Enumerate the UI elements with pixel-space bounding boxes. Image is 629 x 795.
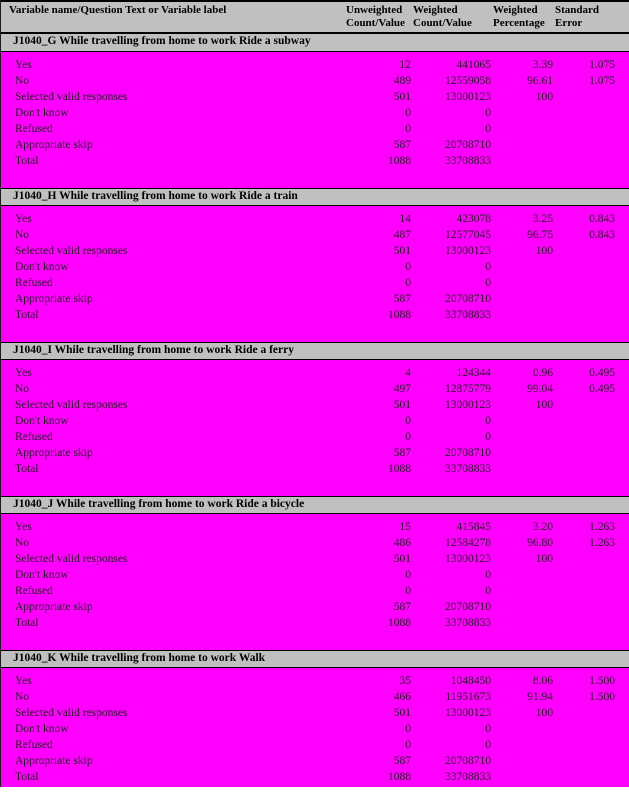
table-row xyxy=(1,105,629,121)
unweighted-count: 0 xyxy=(405,585,411,598)
variable-section xyxy=(1,650,629,785)
weighted-count: 423078 xyxy=(456,212,491,225)
row-label: Refused xyxy=(15,122,53,135)
table-row xyxy=(1,705,629,721)
row-label: Yes xyxy=(15,212,32,225)
table-row xyxy=(1,291,629,307)
column-header-percentage xyxy=(493,4,555,29)
row-label: Don't know xyxy=(15,723,69,736)
unweighted-count: 587 xyxy=(393,755,411,768)
unweighted-count: 0 xyxy=(405,414,411,427)
table-row xyxy=(1,753,629,769)
table-row xyxy=(1,89,629,105)
column-header-weighted-line2: Count/Value xyxy=(413,16,472,29)
weighted-count: 124344 xyxy=(456,366,491,379)
table-row xyxy=(1,615,629,631)
table-row xyxy=(1,153,629,169)
unweighted-count: 501 xyxy=(393,707,411,720)
table-row xyxy=(1,259,629,275)
weighted-count: 20708710 xyxy=(445,138,491,151)
weighted-percentage: 8.06 xyxy=(532,675,553,688)
weighted-count: 415845 xyxy=(456,521,491,534)
column-header-unweighted-line1: Unweighted xyxy=(346,4,403,16)
variable-section xyxy=(1,342,629,477)
weighted-percentage: 3.25 xyxy=(532,212,553,225)
weighted-percentage: 100 xyxy=(535,707,553,720)
row-label: Don't know xyxy=(15,260,69,273)
weighted-count: 13000123 xyxy=(445,707,491,720)
row-label: Refused xyxy=(15,430,53,443)
weighted-count: 20708710 xyxy=(445,446,491,459)
weighted-percentage: 96.75 xyxy=(527,228,553,241)
unweighted-count: 1088 xyxy=(388,308,411,321)
standard-error: 1.500 xyxy=(589,675,615,688)
column-header-stderror-line2: Error xyxy=(555,16,583,29)
table-row xyxy=(1,211,629,227)
section-header xyxy=(1,33,629,51)
weighted-count: 13000123 xyxy=(445,90,491,103)
section-header xyxy=(1,188,629,206)
table-row xyxy=(1,737,629,753)
weighted-count: 12559058 xyxy=(445,74,491,87)
unweighted-count: 1088 xyxy=(388,771,411,784)
table-row xyxy=(1,599,629,615)
weighted-count: 20708710 xyxy=(445,601,491,614)
table-row xyxy=(1,73,629,89)
unweighted-count: 501 xyxy=(393,244,411,257)
weighted-count: 0 xyxy=(485,260,491,273)
weighted-percentage: 100 xyxy=(535,398,553,411)
row-label: No xyxy=(15,382,30,395)
table-row xyxy=(1,57,629,73)
row-label: Yes xyxy=(15,675,32,688)
variable-section xyxy=(1,188,629,323)
standard-error: 0.495 xyxy=(589,366,615,379)
standard-error: 1.500 xyxy=(589,691,615,704)
row-label: No xyxy=(15,74,30,87)
row-label: Don't know xyxy=(15,569,69,582)
weighted-count: 13000123 xyxy=(445,553,491,566)
table-header-row xyxy=(1,0,629,33)
standard-error: 0.843 xyxy=(589,228,615,241)
weighted-percentage: 100 xyxy=(535,553,553,566)
table-row xyxy=(1,461,629,477)
weighted-count: 33708833 xyxy=(445,462,491,475)
table-row xyxy=(1,567,629,583)
section-rows xyxy=(1,360,629,477)
row-label: Appropriate skip xyxy=(15,292,93,305)
unweighted-count: 14 xyxy=(399,212,411,225)
weighted-percentage: 96.61 xyxy=(527,74,553,87)
unweighted-count: 587 xyxy=(393,446,411,459)
row-label: Yes xyxy=(15,58,32,71)
table-row xyxy=(1,381,629,397)
weighted-count: 12577045 xyxy=(445,228,491,241)
table-row xyxy=(1,445,629,461)
row-label: Refused xyxy=(15,739,53,752)
row-label: Selected valid responses xyxy=(15,90,128,103)
table-row xyxy=(1,689,629,705)
table-row xyxy=(1,307,629,323)
unweighted-count: 489 xyxy=(393,74,411,87)
unweighted-count: 1088 xyxy=(388,462,411,475)
weighted-percentage: 100 xyxy=(535,244,553,257)
row-label: No xyxy=(15,228,30,241)
unweighted-count: 587 xyxy=(393,601,411,614)
variable-section xyxy=(1,496,629,631)
column-header-stderror xyxy=(555,4,617,29)
weighted-percentage: 0.96 xyxy=(532,366,553,379)
row-label: Selected valid responses xyxy=(15,707,128,720)
table-row xyxy=(1,121,629,137)
weighted-count: 33708833 xyxy=(445,771,491,784)
unweighted-count: 0 xyxy=(405,122,411,135)
weighted-count: 0 xyxy=(485,585,491,598)
weighted-count: 0 xyxy=(485,723,491,736)
unweighted-count: 0 xyxy=(405,106,411,119)
weighted-count: 0 xyxy=(485,414,491,427)
table-row xyxy=(1,769,629,785)
section-title: J1040_G While travelling from home to work Ride a subway xyxy=(13,35,311,48)
unweighted-count: 0 xyxy=(405,276,411,289)
weighted-percentage: 100 xyxy=(535,90,553,103)
unweighted-count: 0 xyxy=(405,723,411,736)
standard-error: 0.495 xyxy=(589,382,615,395)
unweighted-count: 501 xyxy=(393,398,411,411)
section-header xyxy=(1,342,629,360)
row-label: Appropriate skip xyxy=(15,601,93,614)
section-title: J1040_I While travelling from home to work Ride a ferry xyxy=(13,343,294,356)
weighted-percentage: 91.94 xyxy=(527,691,553,704)
column-header-variable-label: Variable name/Question Text or Variable label xyxy=(9,4,227,16)
section-rows xyxy=(1,668,629,785)
unweighted-count: 0 xyxy=(405,260,411,273)
table-row xyxy=(1,673,629,689)
weighted-percentage: 96.80 xyxy=(527,537,553,550)
row-label: Yes xyxy=(15,521,32,534)
column-header-weighted-line1: Weighted xyxy=(413,4,458,16)
row-label: Total xyxy=(15,308,39,321)
table-row xyxy=(1,583,629,599)
row-label: Appropriate skip xyxy=(15,446,93,459)
section-rows xyxy=(1,52,629,169)
weighted-count: 441065 xyxy=(456,58,491,71)
unweighted-count: 1088 xyxy=(388,154,411,167)
weighted-count: 11951673 xyxy=(445,691,491,704)
section-title: J1040_K While travelling from home to work Walk xyxy=(13,652,266,665)
unweighted-count: 497 xyxy=(393,382,411,395)
standard-error: 1.075 xyxy=(589,74,615,87)
column-header-weighted xyxy=(413,4,493,29)
unweighted-count: 12 xyxy=(399,58,411,71)
weighted-count: 0 xyxy=(485,430,491,443)
row-label: Total xyxy=(15,154,39,167)
weighted-count: 13000123 xyxy=(445,244,491,257)
row-label: Total xyxy=(15,617,39,630)
weighted-count: 20708710 xyxy=(445,292,491,305)
unweighted-count: 15 xyxy=(399,521,411,534)
weighted-count: 20708710 xyxy=(445,755,491,768)
weighted-count: 13000123 xyxy=(445,398,491,411)
row-label: No xyxy=(15,691,30,704)
weighted-count: 33708833 xyxy=(445,617,491,630)
row-label: Appropriate skip xyxy=(15,755,93,768)
row-label: Refused xyxy=(15,276,53,289)
row-label: Total xyxy=(15,462,39,475)
standard-error: 0.843 xyxy=(589,212,615,225)
table-row xyxy=(1,413,629,429)
weighted-count: 0 xyxy=(485,122,491,135)
variable-section xyxy=(1,33,629,168)
section-title: J1040_H While travelling from home to work Ride a train xyxy=(13,189,298,202)
row-label: No xyxy=(15,537,30,550)
unweighted-count: 1088 xyxy=(388,617,411,630)
unweighted-count: 0 xyxy=(405,569,411,582)
table-row xyxy=(1,519,629,535)
section-header xyxy=(1,650,629,668)
unweighted-count: 587 xyxy=(393,292,411,305)
table-row xyxy=(1,227,629,243)
unweighted-count: 4 xyxy=(405,366,411,379)
table-row xyxy=(1,275,629,291)
unweighted-count: 501 xyxy=(393,553,411,566)
weighted-count: 12584278 xyxy=(445,537,491,550)
section-title: J1040_J While travelling from home to work Ride a bicycle xyxy=(13,497,305,510)
column-header-percentage-line2: Percentage xyxy=(493,16,545,29)
column-header-unweighted-line2: Count/Value xyxy=(346,16,405,29)
standard-error: 1.075 xyxy=(589,58,615,71)
row-label: Appropriate skip xyxy=(15,138,93,151)
table-row xyxy=(1,397,629,413)
unweighted-count: 486 xyxy=(393,537,411,550)
row-label: Refused xyxy=(15,585,53,598)
section-rows xyxy=(1,206,629,323)
table-row xyxy=(1,137,629,153)
unweighted-count: 487 xyxy=(393,228,411,241)
column-header-percentage-line1: Weighted xyxy=(493,4,538,16)
unweighted-count: 501 xyxy=(393,90,411,103)
weighted-percentage: 3.20 xyxy=(532,521,553,534)
section-rows xyxy=(1,514,629,631)
table-row xyxy=(1,721,629,737)
unweighted-count: 587 xyxy=(393,138,411,151)
row-label: Don't know xyxy=(15,414,69,427)
column-header-unweighted xyxy=(346,4,413,29)
weighted-percentage: 99.04 xyxy=(527,382,553,395)
unweighted-count: 35 xyxy=(399,675,411,688)
column-header-stderror-line1: Standard xyxy=(555,4,600,16)
weighted-count: 0 xyxy=(485,276,491,289)
row-label: Selected valid responses xyxy=(15,553,128,566)
weighted-count: 0 xyxy=(485,106,491,119)
unweighted-count: 466 xyxy=(393,691,411,704)
weighted-count: 33708833 xyxy=(445,154,491,167)
weighted-count: 12875779 xyxy=(445,382,491,395)
row-label: Selected valid responses xyxy=(15,398,128,411)
weighted-count: 0 xyxy=(485,739,491,752)
table-row xyxy=(1,551,629,567)
unweighted-count: 0 xyxy=(405,739,411,752)
table-row xyxy=(1,429,629,445)
weighted-count: 0 xyxy=(485,569,491,582)
table-row xyxy=(1,535,629,551)
column-header-variable xyxy=(1,4,346,29)
row-label: Don't know xyxy=(15,106,69,119)
section-header xyxy=(1,496,629,514)
standard-error: 1.263 xyxy=(589,537,615,550)
weighted-percentage: 3.39 xyxy=(532,58,553,71)
weighted-count: 33708833 xyxy=(445,308,491,321)
row-label: Yes xyxy=(15,366,32,379)
table-row xyxy=(1,243,629,259)
unweighted-count: 0 xyxy=(405,430,411,443)
row-label: Selected valid responses xyxy=(15,244,128,257)
sections-container xyxy=(1,33,629,785)
row-label: Total xyxy=(15,771,39,784)
weighted-count: 1048450 xyxy=(450,675,491,688)
table-row xyxy=(1,365,629,381)
standard-error: 1.263 xyxy=(589,521,615,534)
